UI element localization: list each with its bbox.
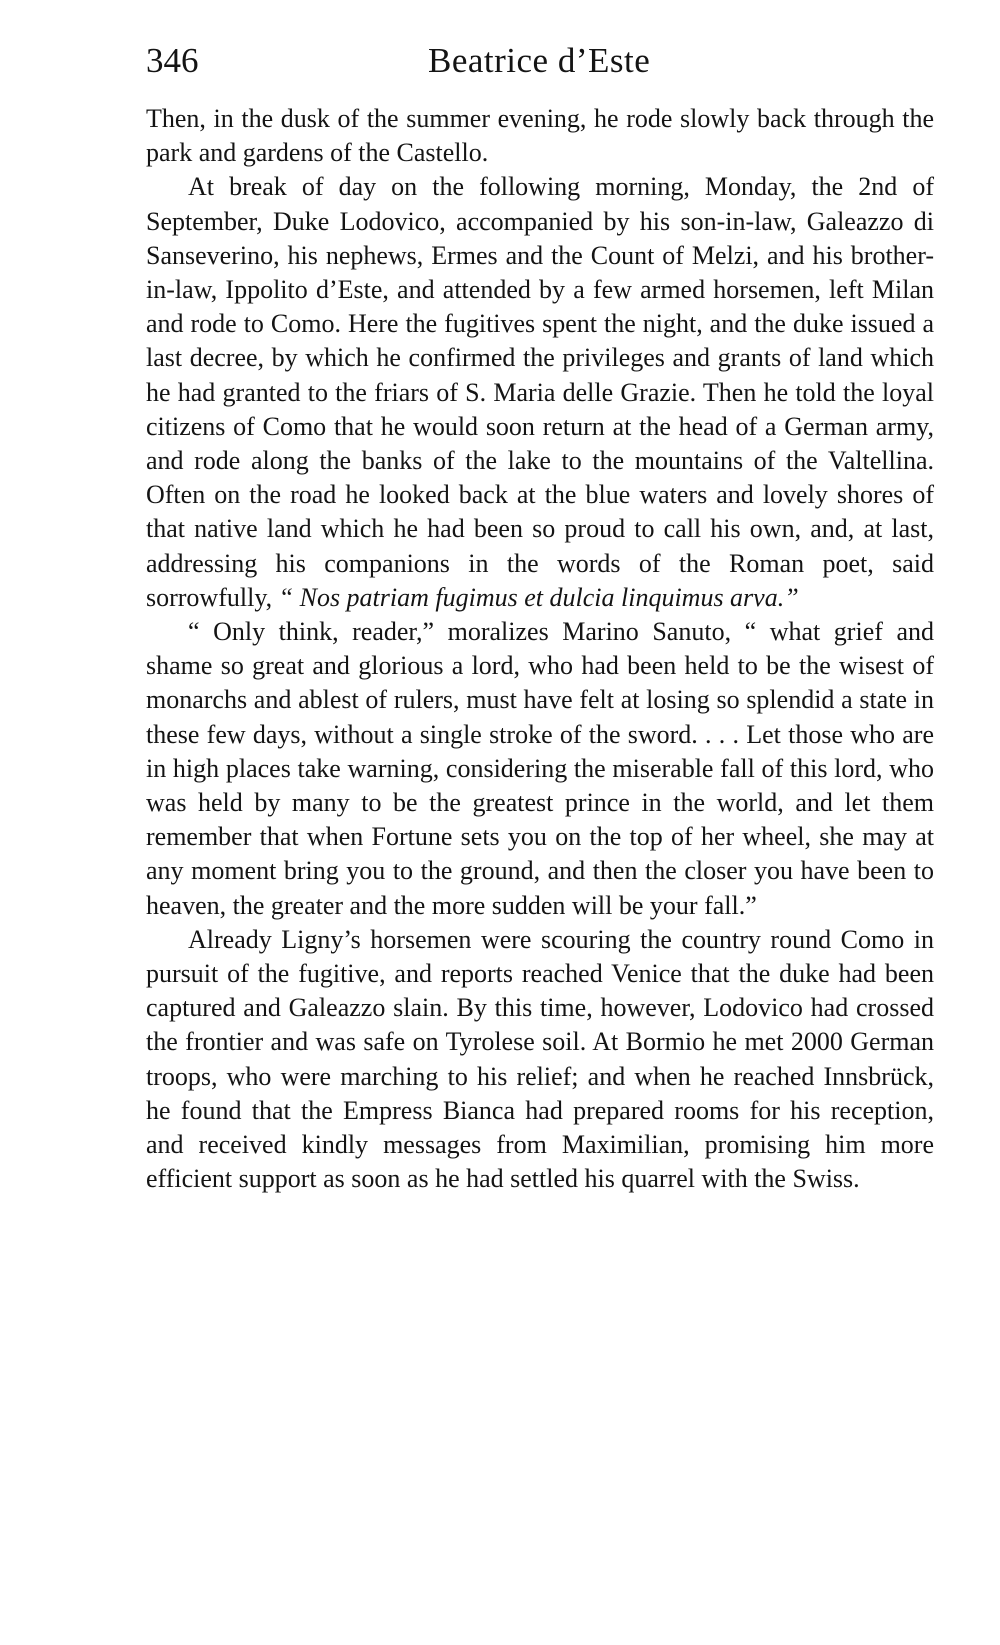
page-header bbox=[146, 36, 936, 86]
paragraph-1 bbox=[146, 102, 934, 170]
paragraph-1-text: Then, in the dusk of the summer evening, he rode slowly back through the park and gardens of the Castello. bbox=[146, 104, 934, 168]
page-number: 346 bbox=[146, 41, 199, 80]
running-title: Beatrice d’Este bbox=[428, 41, 651, 80]
paragraph-4 bbox=[146, 923, 934, 1197]
paragraph-3 bbox=[146, 615, 934, 923]
paragraph-2-text: At break of day on the following morning, Monday, the 2nd of September, Duke Lodovico, accompanied by his son-in-law, Galeazzo di Sanseverino, his nephews, Ermes and the Count of Melzi, and his brother-in-law, Ippolito d’Este, and attended by a few armed horsemen, left Milan and rode to Como. Here the fugitives spent the night, and the duke issued a last decree, by which he confirmed the privileges and grants of land which he had granted to the friars of S. Maria delle Grazie. Then he told the loyal citizens of Como that he would soon return at the head of a German army, and rode along the banks of the lake to the mountains of the Valtellina. Often on the road he looked back at the blue waters and lovely shores of that native land which he had been so proud to call his own, and, at last, addressing his companions in the words of the Roman poet, said sorrowfully, bbox=[146, 172, 934, 612]
paragraph-4-text: Already Ligny’s horsemen were scouring the country round Como in pursuit of the fugitive, and reports reached Venice that the duke had been captured and Galeazzo slain. By this time, however, Lodovico had crossed the frontier and was safe on Tyrolese soil. At Bormio he met 2000 German troops, who were marching to his relief; and when he reached Innsbrück, he found that the Empress Bianca had prepared rooms for his reception, and received kindly messages from Maximilian, promising him more efficient support as soon as he had settled his quarrel with the Swiss. bbox=[146, 924, 934, 1194]
paragraph-3-text: “ Only think, reader,” moralizes Marino Sanuto, “ what grief and shame so great and glorious a lord, who had been held to be the wisest of monarchs and ablest of rulers, must have felt at losing so splendid a state in these few days, without a single stroke of the sword. . . . Let those who are in high places take warning, considering the miserable fall of this lord, who was held by many to be the greatest prince in the world, and let them remember that when Fortune sets you on the top of her wheel, she may at any moment bring you to the ground, and then the closer you have been to heaven, the greater and the more sudden will be your fall.” bbox=[146, 617, 934, 920]
body-text bbox=[146, 102, 934, 1197]
latin-quotation: “ Nos patriam fugimus et dulcia linquimus arva.” bbox=[278, 582, 799, 612]
paragraph-2 bbox=[146, 170, 934, 615]
